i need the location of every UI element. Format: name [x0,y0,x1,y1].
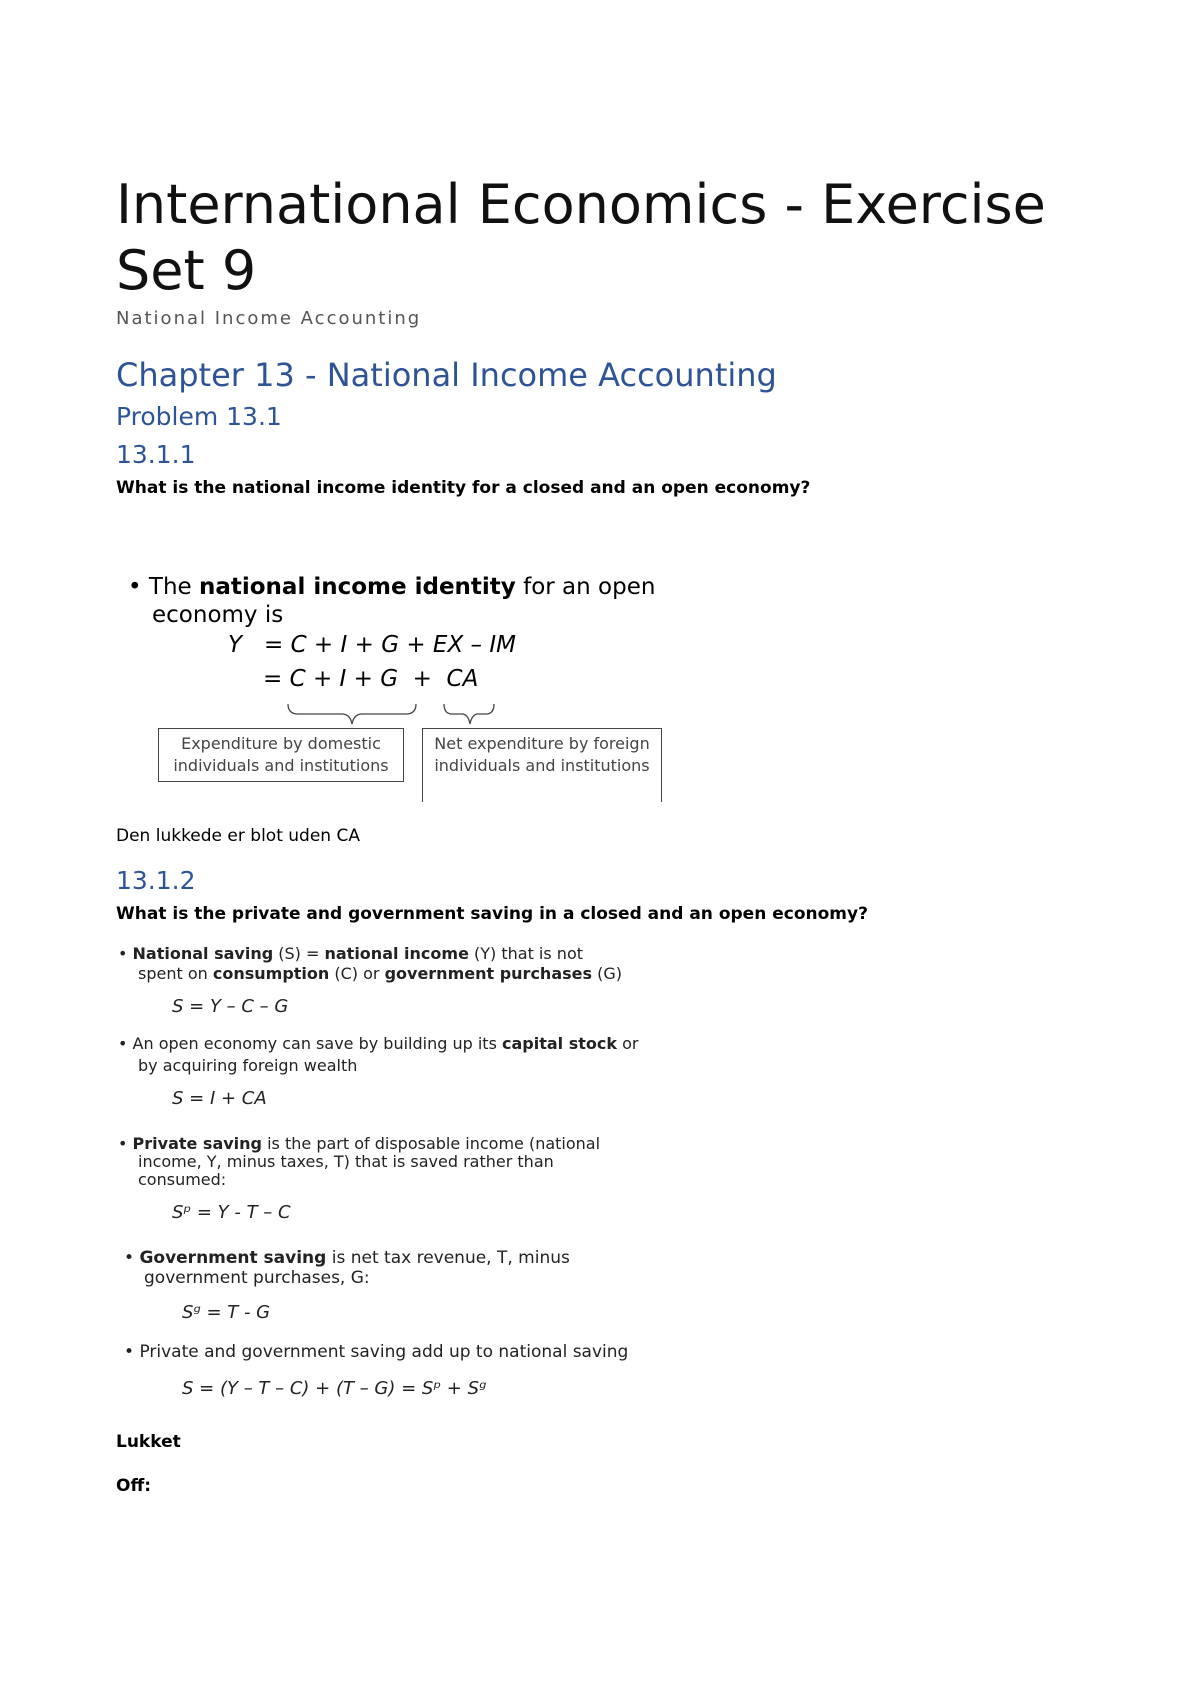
slide2-bullet-5: • Private and government saving add up to national saving [124,1342,629,1362]
note-closed-economy: Den lukkede er blot uden CA [116,826,360,846]
brace-graphics [280,702,520,728]
problem-heading: Problem 13.1 [116,402,282,431]
question-2: What is the private and government saving in a closed and an open economy? [116,904,868,924]
slide1-bullet-line2: economy is [152,602,284,628]
section-heading-13-1-1: 13.1.1 [116,440,196,469]
slide2-bullet-2: • An open economy can save by building up its capital stock or [118,1034,639,1053]
slide2-equation-4: Sᵍ = T - G [182,1302,271,1323]
slide2-equation-1: S = Y – C – G [172,996,289,1017]
slide2-equation-5: S = (Y – T – C) + (T – G) = Sᵖ + Sᵍ [182,1378,487,1399]
label-off: Off: [116,1476,152,1496]
document-title: International Economics - Exercise Set 9 [116,173,1046,302]
slide2-bullet-3: • Private saving is the part of disposable income (national [118,1134,601,1153]
document-subtitle: National Income Accounting [116,308,422,329]
slide2-bullet-3-line3: consumed: [138,1170,227,1189]
slide2-equation-2: S = I + CA [172,1088,267,1109]
box-foreign-expenditure: Net expenditure by foreign individuals and institutions [422,728,662,802]
slide1-bullet: • The national income identity for an open [128,574,656,600]
chapter-heading: Chapter 13 - National Income Accounting [116,356,777,394]
slide2-equation-3: Sᵖ = Y - T – C [172,1202,291,1223]
slide2-bullet-4-line2: government purchases, G: [144,1268,370,1288]
section-heading-13-1-2: 13.1.2 [116,866,196,895]
slide2-bullet-1: • National saving (S) = national income (Y) that is not [118,944,583,963]
slide1-equation-1: Y = C + I + G + EX – IM [228,632,516,658]
slide2-bullet-2-line2: by acquiring foreign wealth [138,1056,358,1075]
slide2-bullet-4: • Government saving is net tax revenue, T, minus [124,1248,570,1268]
question-1: What is the national income identity for a closed and an open economy? [116,478,811,498]
slide1-equation-2: = C + I + G + CA [263,666,479,692]
label-lukket: Lukket [116,1432,181,1452]
box-domestic-expenditure: Expenditure by domestic individuals and institutions [158,728,404,782]
slide2-bullet-3-line2: income, Y, minus taxes, T) that is saved rather than [138,1152,554,1171]
slide2-bullet-1-line2: spent on consumption (C) or government purchases (G) [138,964,622,983]
